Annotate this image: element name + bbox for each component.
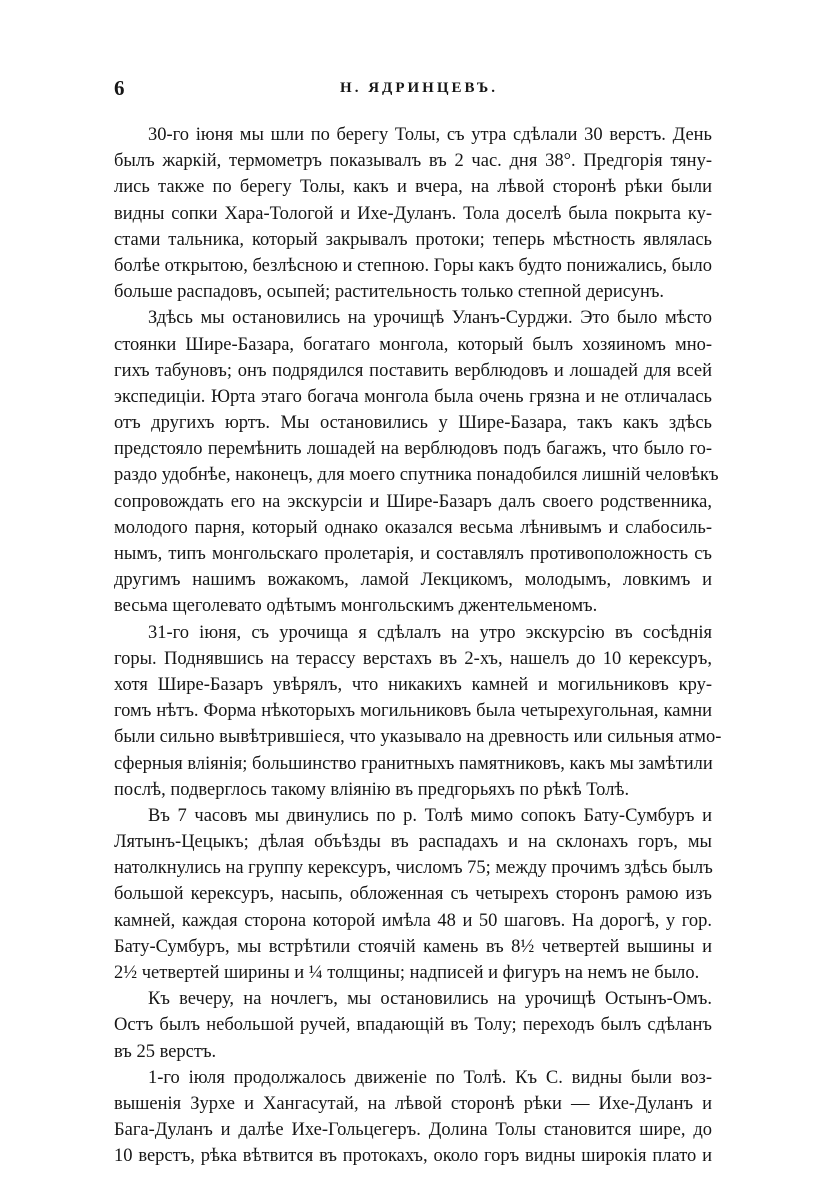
text-line: былъ жаркій, термометръ показывалъ въ 2 час. дня 38°. Предгорія тяну- [114,151,712,172]
body-text [114,122,722,1170]
page-number: 6 [114,76,125,100]
text-line: хотя Шире-Базаръ увѣрялъ, что никакихъ камней и могильниковъ кру- [114,674,712,695]
text-line: другимъ нашимъ вожакомъ, ламой Лекцикомъ, молодымъ, ловкимъ и [114,570,712,591]
text-line: Къ вечеру, на ночлегъ, мы остановились на урочищѣ Остынъ-Омъ. [148,989,712,1010]
text-line: видны сопки Хара-Тологой и Ихе-Дуланъ. Тола доселѣ была покрыта ку- [114,203,712,224]
text-line: камней, каждая сторона которой имѣла 48 и 50 шаговъ. На дорогѣ, у гор. [114,910,712,931]
text-line: лись также по берегу Толы, какъ и вчера, на лѣвой сторонѣ рѣки были [114,177,712,198]
text-line: Лятынъ-Цецыкъ; дѣлая объѣзды въ распадахъ и на склонахъ горъ, мы [114,832,712,853]
text-line: Здѣсь мы остановились на урочищѣ Уланъ-Сурджи. Это было мѣсто [148,308,712,329]
text-line: стоянки Шире-Базара, богатаго монгола, который былъ хозяиномъ мно- [114,334,712,355]
text-line: Остъ былъ небольшой ручей, впадающій въ Толу; переходъ былъ сдѣланъ [114,1015,712,1036]
text-line: предстояло перемѣнить лошадей на верблюдовъ подъ багажъ, что было го- [114,439,712,460]
text-line: были сильно вывѣтрившіеся, что указывало на древность или сильныя атмо- [114,727,722,748]
text-line: стами тальника, который закрывалъ протоки; теперь мѣстность являлась [114,229,712,250]
text-line: больше распадовъ, осыпей; растительность только степной дерисунъ. [114,282,665,303]
text-line: весьма щеголевато одѣтымъ монгольскимъ джентельменомъ. [114,596,598,617]
text-line: сопровождать его на экскурсіи и Шире-Базаръ далъ своего родственника, [114,491,712,512]
text-line: горы. Поднявшись на терассу верстахъ въ 2-хъ, нашелъ до 10 керексуръ, [114,648,712,669]
text-line: нымъ, типъ монгольскаго пролетарія, и составлялъ противоположность съ [114,544,712,564]
running-head: Н. ЯДРИНЦЕВЪ. [340,80,498,96]
text-line: натолкнулись на группу керексуръ, числомъ 75; между прочимъ здѣсь былъ [114,858,713,879]
page-header [114,76,724,106]
text-line: Бага-Дуланъ и далѣе Ихе-Гольцегеръ. Долина Толы становится шире, до [114,1120,712,1141]
text-line: гихъ табуновъ; онъ подрядился поставить верблюдовъ и лошадей для всей [114,360,712,381]
text-line: 10 верстъ, рѣка вѣтвится въ протокахъ, около горъ видны широкія плато и [114,1146,712,1167]
text-line: въ 25 верстъ. [114,1041,217,1062]
text-line: молодого парня, который однако оказался весьма лѣнивымъ и слабосиль- [114,517,712,538]
text-line: Въ 7 часовъ мы двинулись по р. Толѣ мимо сопокъ Бату-Сумбуръ и [148,805,712,826]
text-line: 1-го іюля продолжалось движеніе по Толѣ. Къ С. видны были воз- [148,1067,712,1088]
text-line: Бату-Сумбуръ, мы встрѣтили стоячій камень въ 8½ четвертей вышины и [114,936,712,957]
text-line: вышенія Зурхе и Хангасутай, на лѣвой сторонѣ рѣки — Ихе-Дуланъ и [114,1093,712,1114]
text-line: раздо удобнѣе, наконецъ, для моего спутника понадобился лишній человѣкъ [114,465,719,486]
text-line: 30-го іюня мы шли по берегу Толы, съ утра сдѣлали 30 верстъ. День [148,125,712,145]
text-line: 2½ четвертей ширины и ¼ толщины; надписей и фигуръ на немъ не было. [114,963,700,983]
text-line: экспедиціи. Юрта этаго богача монгола была очень грязна и не отличалась [114,386,712,407]
text-line: большой керексуръ, насыпь, обложенная съ четырехъ сторонъ рамою изъ [114,884,712,905]
text-line: 31-го іюня, съ урочища я сдѣлалъ на утро экскурсію въ сосѣднія [148,622,712,643]
text-line: сферныя вліянія; большинство гранитныхъ памятниковъ, какъ мы замѣтили [114,753,713,774]
text-line: болѣе открытою, безлѣсною и степною. Горы какъ будто понижались, было [114,255,712,276]
text-line: послѣ, подверглось такому вліянію въ предгорьяхъ по рѣкѣ Толѣ. [114,779,630,800]
text-line: отъ другихъ юртъ. Мы остановились у Шире-Базара, такъ какъ здѣсь [114,413,712,434]
text-line: гомъ нѣтъ. Форма нѣкоторыхъ могильниковъ была четырехугольная, камни [114,701,712,722]
